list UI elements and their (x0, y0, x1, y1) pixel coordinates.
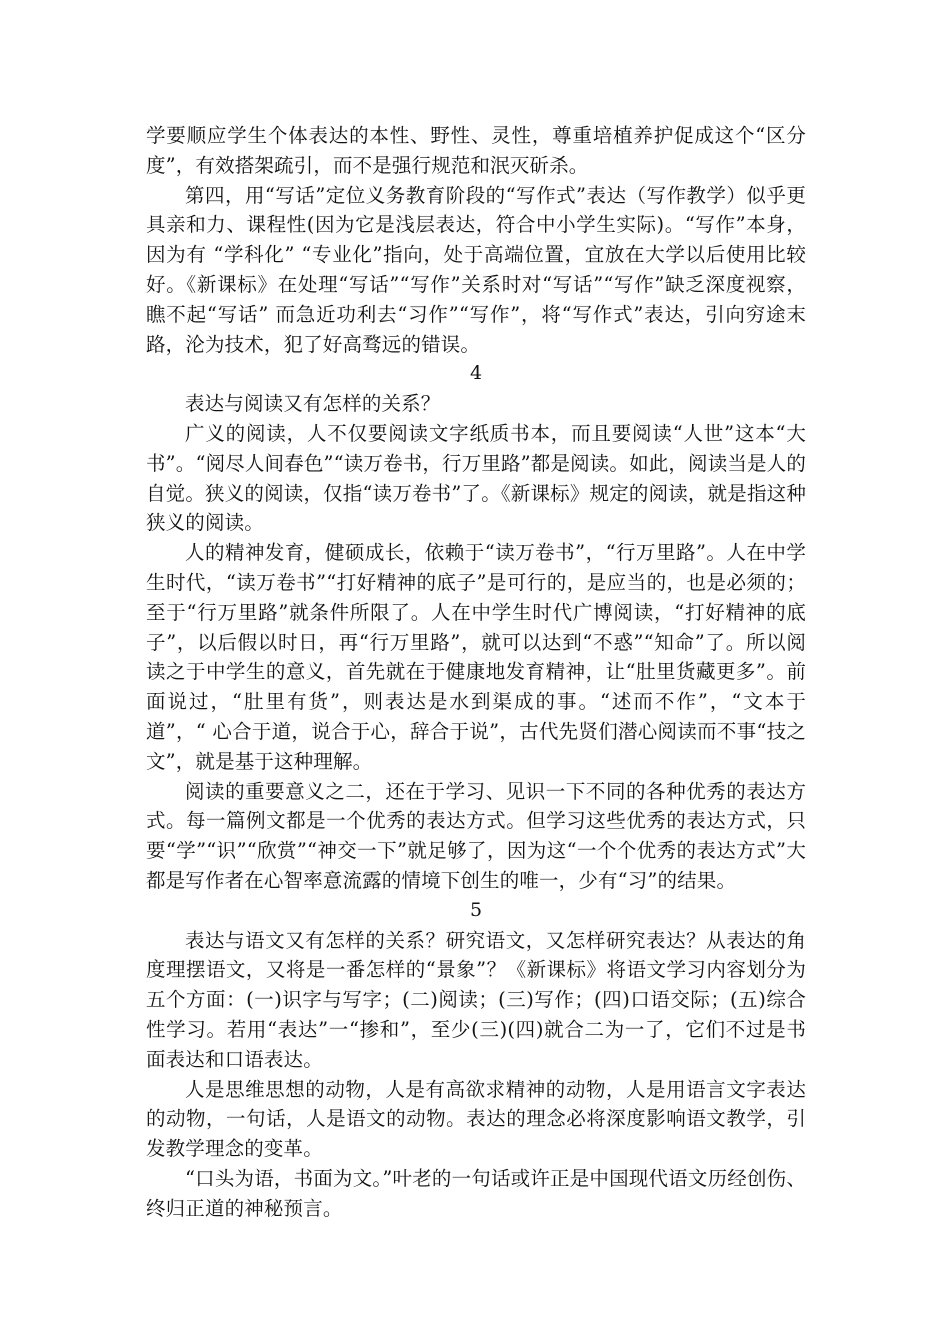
paragraph-continuation: 学要顺应学生个体表达的本性、野性、灵性，尊重培植养护促成这个“区分度”，有效搭架疏引，而不是强行规范和泯灭斫杀。 (146, 124, 806, 177)
paragraph-broad-reading: 广义的阅读，人不仅要阅读文字纸质书本，而且要阅读“人世”这本“大书”。“阅尽人间春色”“读万卷书，行万里路”都是阅读。如此，阅读当是人的自觉。狭义的阅读，仅指“读万卷书”了。《新课标》规定的阅读，就是指这种狭义的阅读。 (146, 421, 806, 535)
paragraph-expression-and-language: 表达与语文又有怎样的关系？研究语文，又怎样研究表达？从表达的角度理摆语文，又将是一番怎样的“景象”？《新课标》将语文学习内容划分为五个方面：(一)识字与写字；(二)阅读；(三)写作；(四)口语交际；(五)综合性学习。若用“表达”一“掺和”，至少(三)(四)就合二为一了，它们不过是书面表达和口语表达。 (146, 928, 806, 1071)
section-number-4: 4 (469, 362, 483, 385)
section-number-5: 5 (469, 898, 483, 921)
paragraph-closing-quote: “口头为语，书面为文。”叶老的一句话或许正是中国现代语文历经创伤、终归正道的神秘预言。 (146, 1166, 806, 1220)
paragraph-reading-question: 表达与阅读又有怎样的关系？ (185, 392, 441, 416)
paragraph-fourth-point: 第四，用“写话”定位义务教育阶段的“写作式”表达（写作教学）似乎更具亲和力、课程性(因为它是浅层表达，符合中小学生实际)。“写作”本身，因为有 “学科化” “专业化”指向，处于高端位置，宜放在大学以后使用比较好。《新课标》在处理“写话”“写作”关系时对“写话”“写作”缺乏深度视察，瞧不起“写话” 而急近功利去“习作”“写作”，将“写作式”表达，引向穷途末路，沦为技术，犯了好高骛远的错误。 (146, 183, 806, 356)
paragraph-spiritual-growth: 人的精神发育，健硕成长，依赖于“读万卷书”，“行万里路”。人在中学生时代，“读万卷书”“打好精神的底子”是可行的，是应当的，也是必须的；至于“行万里路”就条件所限了。人在中学生时代广博阅读，“打好精神的底子”，以后假以时日，再“行万里路”，就可以达到“不惑”“知命”了。所以阅读之于中学生的意义，首先就在于健康地发育精神，让“肚里货藏更多”。前面说过，“肚里有货”，则表达是水到渠成的事。“述而不作”，“文本于道”，“ 心合于道，说合于心，辞合于说”，古代先贤们潜心阅读而不事“技之文”，就是基于这种理解。 (146, 541, 806, 773)
paragraph-reading-significance: 阅读的重要意义之二，还在于学习、见识一下不同的各种优秀的表达方式。每一篇例文都是一个优秀的表达方式。但学习这些优秀的表达方式，只要“学”“识”“欣赏”“神交一下”就足够了，因为这“一个个优秀的表达方式”大都是写作者在心智率意流露的情境下创生的唯一，少有“习”的结果。 (146, 779, 806, 892)
document-page (146, 121, 806, 1223)
paragraph-human-thought: 人是思维思想的动物，人是有高欲求精神的动物，人是用语言文字表达的动物，一句话，人是语文的动物。表达的理念必将深度影响语文教学，引发教学理念的变革。 (146, 1077, 806, 1161)
